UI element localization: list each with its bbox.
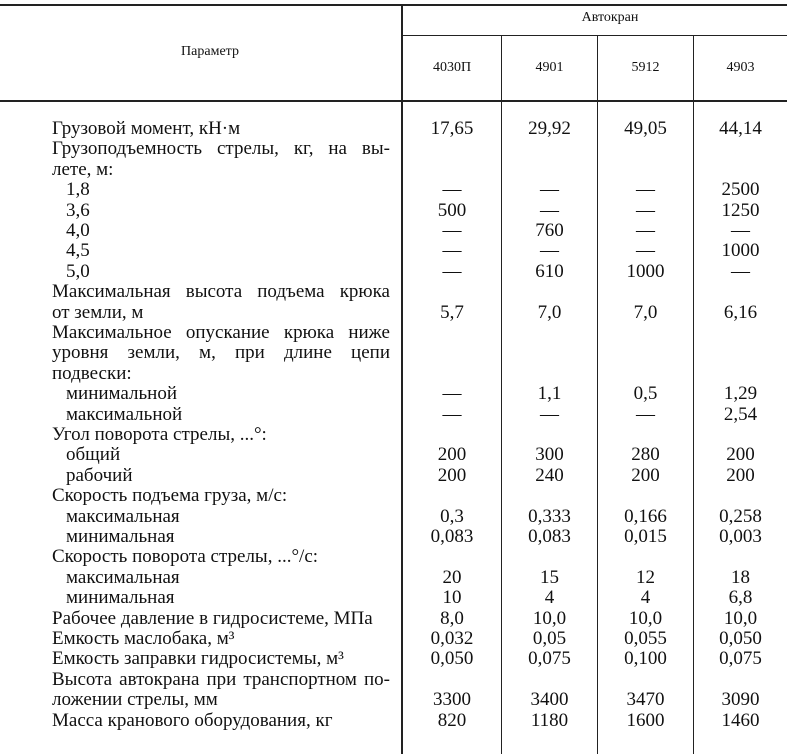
value-cell: — [636,240,655,262]
value-cell: 0,100 [624,648,667,670]
value-cell: 0,032 [430,628,474,649]
value-cell: 4 [544,587,555,609]
value-cell: 3300 [433,689,471,711]
value-cell: 500 [437,199,467,221]
param-label: Скорость поворота стрелы, ...°/с: [52,546,319,568]
value-cell: 0,3 [440,505,464,527]
value-cell: 0,075 [719,648,762,670]
param-label: Емкость маслобака, м³ [52,628,235,649]
value-cell: 0,083 [430,526,474,547]
value-cell: 7,0 [537,301,562,323]
value-cell: — [442,179,462,201]
value-cell: 0,050 [430,648,474,670]
param-label: Рабочее давление в гидросистеме, МПа [52,607,373,629]
param-label: 1,8 [66,179,90,201]
value-cell: — [540,179,559,201]
model-header: 4903 [726,60,755,75]
value-cell: 8,0 [440,607,464,629]
model-header: 4901 [535,60,564,75]
value-cell: 0,083 [528,526,571,547]
param-label: общий [66,444,121,466]
param-label: подвески: [52,362,132,384]
value-cell: 200 [437,444,467,466]
value-cell: 4 [640,587,651,609]
value-cell: 10 [442,587,462,609]
value-cell: — [731,260,750,282]
value-cell: 2500 [721,179,760,201]
value-cell: 0,015 [624,526,667,547]
model-header: 4030П [432,60,472,75]
group-header: Автокран [581,10,639,25]
value-cell: 200 [631,464,660,486]
value-cell: — [442,383,462,405]
value-cell: 3400 [530,689,569,711]
value-cell: 17,65 [430,118,474,139]
param-label: от земли, м [52,301,144,323]
param-label: максимальная [66,505,180,527]
value-cell: — [442,403,462,425]
value-cell: 240 [535,464,564,486]
param-label: Угол поворота стрелы, ...°: [52,424,267,445]
value-cell: 10,0 [532,607,567,629]
value-cell: 3090 [721,689,760,711]
value-cell: 20 [442,566,462,588]
value-cell: — [636,199,655,221]
value-cell: — [540,199,559,221]
param-label: максимальной [66,403,183,425]
param-label: 5,0 [66,260,90,282]
value-cell: 0,333 [528,505,571,527]
value-cell: 0,166 [624,505,667,527]
value-cell: 1,1 [537,383,562,405]
value-cell: 29,92 [528,118,571,139]
value-cell: — [636,220,655,241]
value-cell: 10,0 [628,607,663,629]
param-label: Масса кранового оборудования, кг [52,709,333,731]
param-label: Грузоподъемность стрелы, кг, на вы- [52,138,390,160]
value-cell: — [731,220,750,241]
param-label: уровня земли, м, при длине цепи [52,342,390,364]
value-cell: 6,8 [728,587,753,609]
value-cell: — [442,260,462,282]
value-cell: 0,003 [719,526,762,547]
value-cell: 10,0 [723,607,758,629]
value-cell: 12 [636,566,655,588]
value-cell: 1460 [721,709,760,731]
param-label: 4,0 [66,220,90,241]
value-cell: 6,16 [723,301,758,323]
value-cell: 5,7 [440,301,464,323]
value-cell: 200 [726,464,755,486]
header-group-rule [402,35,787,36]
value-cell: — [442,220,462,241]
param-label: Максимальное опускание крюка ниже [52,322,390,343]
param-label: ложении стрелы, мм [52,689,218,711]
value-cell: — [442,240,462,262]
value-cell: 1600 [626,709,665,731]
value-cell: 2,54 [723,403,758,425]
top-rule [0,4,787,6]
param-label: минимальная [66,587,175,609]
value-cell: 3470 [626,689,665,711]
value-cell: 820 [437,709,467,731]
value-cell: 7,0 [633,301,658,323]
value-cell: 280 [631,444,660,466]
value-cell: 1180 [530,709,569,731]
value-cell: 300 [535,444,564,466]
param-label: минимальная [66,526,175,547]
value-cell: 0,075 [528,648,571,670]
param-label: 4,5 [66,240,90,262]
param-header: Параметр [181,44,239,59]
param-label: Скорость подъема груза, м/с: [52,485,288,507]
value-cell: 18 [731,566,750,588]
model-header: 5912 [631,60,660,75]
value-cell: 1000 [626,260,665,282]
value-cell: 0,05 [532,628,567,649]
param-label: лете, м: [52,158,114,180]
value-cell: — [636,179,655,201]
value-cell: 1000 [721,240,760,262]
value-cell: 49,05 [624,118,667,139]
value-cell: — [540,240,559,262]
value-cell: 15 [540,566,559,588]
value-cell: 1250 [721,199,760,221]
value-cell: — [636,403,655,425]
value-cell: 0,258 [719,505,762,527]
param-label: Емкость заправки гидросистемы, м³ [52,648,344,670]
value-cell: 0,050 [719,628,762,649]
value-cell: 200 [437,464,467,486]
value-cell: 44,14 [719,118,762,139]
value-cell: 610 [535,260,564,282]
param-label: рабочий [66,464,133,486]
value-cell: — [540,403,559,425]
param-label: минимальной [66,383,178,405]
header-bottom-rule [0,100,787,102]
param-label: Высота автокрана при транспортном по- [52,668,390,690]
value-cell: 200 [726,444,755,466]
value-cell: 1,29 [723,383,758,405]
value-cell: 0,5 [633,383,658,405]
param-label: максимальная [66,566,180,588]
value-cell: 760 [535,220,564,241]
param-label: Грузовой момент, кН·м [52,118,241,139]
param-label: Максимальная высота подъема крюка [52,281,390,303]
param-label: 3,6 [66,199,90,221]
value-cell: 0,055 [624,628,667,649]
